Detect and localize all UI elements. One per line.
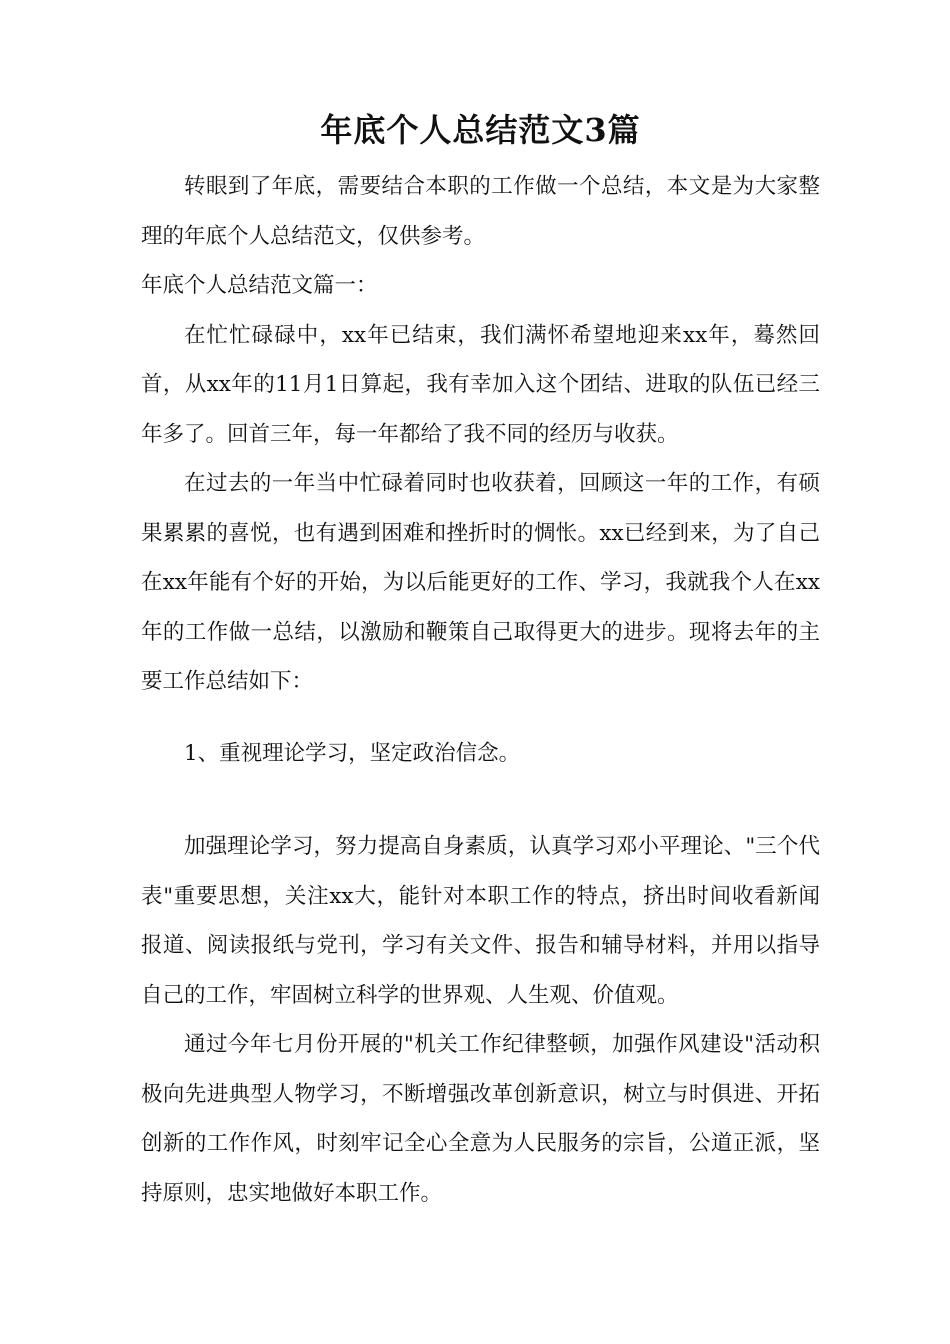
body-paragraph: 在过去的一年当中忙碌着同时也收获着，回顾这一年的工作，有硕果累累的喜悦，也有遇到困难和挫折时的惆怅。xx已经到来，为了自己在xx年能有个好的开始，为以后能更好的工作、学习，我就我个人在xx年的工作做一总结，以激励和鞭策自己取得更大的进步。现将去年的主要工作总结如下：	[141, 471, 820, 694]
item-paragraph: 通过今年七月份开展的"机关工作纪律整顿，加强作风建设"活动积极向先进典型人物学习，不断增强改革创新意识，树立与时俱进、开拓创新的工作作风，时刻牢记全心全意为人民服务的宗旨，公道正派，坚持原则，忠实地做好本职工作。	[141, 1032, 820, 1206]
document-page	[141, 100, 820, 1218]
body-paragraph: 在忙忙碌碌中，xx年已结束，我们满怀希望地迎来xx年，蓦然回首，从xx年的11月1日算起，我有幸加入这个团结、进取的队伍已经三年多了。回首三年，每一年都给了我不同的经历与收获。	[141, 322, 820, 447]
item-paragraph: 加强理论学习，努力提高自身素质，认真学习邓小平理论、"三个代表"重要思想，关注xx大，能针对本职工作的特点，挤出时间收看新闻报道、阅读报纸与党刊，学习有关文件、报告和辅导材料，并用以指导自己的工作，牢固树立科学的世界观、人生观、价值观。	[141, 834, 820, 1008]
intro-paragraph: 转眼到了年底，需要结合本职的工作做一个总结，本文是为大家整理的年底个人总结范文，仅供参考。	[141, 174, 820, 249]
item-heading: 1、重视理论学习，坚定政治信念。	[184, 740, 521, 766]
section-heading: 年底个人总结范文篇一：	[141, 273, 378, 298]
document-title: 年底个人总结范文3篇	[320, 111, 641, 149]
